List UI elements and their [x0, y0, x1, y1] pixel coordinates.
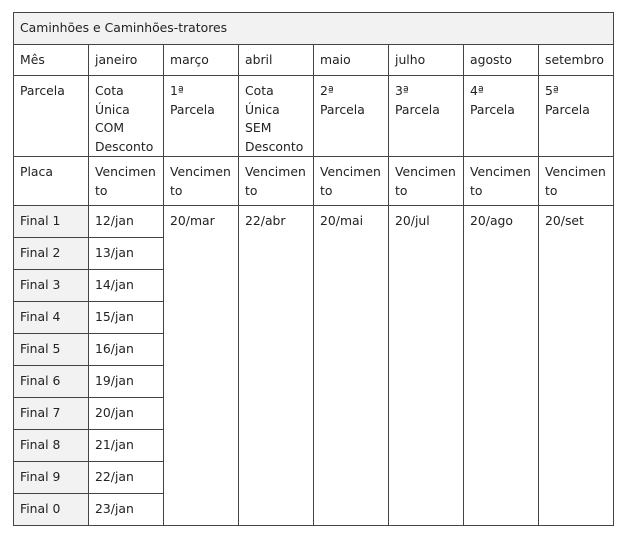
final-label: Final 4: [14, 302, 89, 334]
parcela-cell: 4ª Parcela: [464, 76, 539, 157]
month-cell: julho: [389, 45, 464, 76]
due-date-setembro: 20/set: [539, 206, 614, 526]
table-row: [14, 206, 614, 238]
month-label: Mês: [14, 45, 89, 76]
month-cell: abril: [239, 45, 314, 76]
due-date-marco: 20/mar: [164, 206, 239, 526]
vencimento-header: Vencimento: [389, 157, 464, 206]
final-label: Final 2: [14, 238, 89, 270]
vencimento-header: Vencimento: [314, 157, 389, 206]
month-cell: agosto: [464, 45, 539, 76]
janeiro-date: 13/jan: [89, 238, 164, 270]
parcela-label: Parcela: [14, 76, 89, 157]
placa-label: Placa: [14, 157, 89, 206]
janeiro-date: 16/jan: [89, 334, 164, 366]
final-label: Final 1: [14, 206, 89, 238]
due-date-maio: 20/mai: [314, 206, 389, 526]
parcela-cell: Cota Única COM Desconto: [89, 76, 164, 157]
vencimento-header: Vencimento: [89, 157, 164, 206]
vencimento-header: Vencimento: [464, 157, 539, 206]
janeiro-date: 15/jan: [89, 302, 164, 334]
final-label: Final 8: [14, 430, 89, 462]
parcela-cell: 3ª Parcela: [389, 76, 464, 157]
table-title: Caminhões e Caminhões-tratores: [14, 13, 614, 45]
janeiro-date: 23/jan: [89, 494, 164, 526]
due-date-agosto: 20/ago: [464, 206, 539, 526]
month-cell: janeiro: [89, 45, 164, 76]
janeiro-date: 19/jan: [89, 366, 164, 398]
parcela-cell: 1ª Parcela: [164, 76, 239, 157]
final-label: Final 5: [14, 334, 89, 366]
janeiro-date: 20/jan: [89, 398, 164, 430]
final-label: Final 6: [14, 366, 89, 398]
month-cell: setembro: [539, 45, 614, 76]
vencimentos-table: [13, 12, 614, 526]
vencimento-header: Vencimento: [164, 157, 239, 206]
parcela-cell: Cota Única SEM Desconto: [239, 76, 314, 157]
final-label: Final 7: [14, 398, 89, 430]
parcela-cell: 5ª Parcela: [539, 76, 614, 157]
parcela-cell: 2ª Parcela: [314, 76, 389, 157]
janeiro-date: 12/jan: [89, 206, 164, 238]
title-row: [14, 13, 614, 45]
table-container: [13, 12, 613, 526]
janeiro-date: 14/jan: [89, 270, 164, 302]
due-date-abril: 22/abr: [239, 206, 314, 526]
final-label: Final 3: [14, 270, 89, 302]
month-cell: março: [164, 45, 239, 76]
month-header-row: [14, 45, 614, 76]
parcela-row: [14, 76, 614, 157]
janeiro-date: 21/jan: [89, 430, 164, 462]
due-date-julho: 20/jul: [389, 206, 464, 526]
placa-row: [14, 157, 614, 206]
janeiro-date: 22/jan: [89, 462, 164, 494]
month-cell: maio: [314, 45, 389, 76]
final-label: Final 9: [14, 462, 89, 494]
final-label: Final 0: [14, 494, 89, 526]
vencimento-header: Vencimento: [239, 157, 314, 206]
vencimento-header: Vencimento: [539, 157, 614, 206]
